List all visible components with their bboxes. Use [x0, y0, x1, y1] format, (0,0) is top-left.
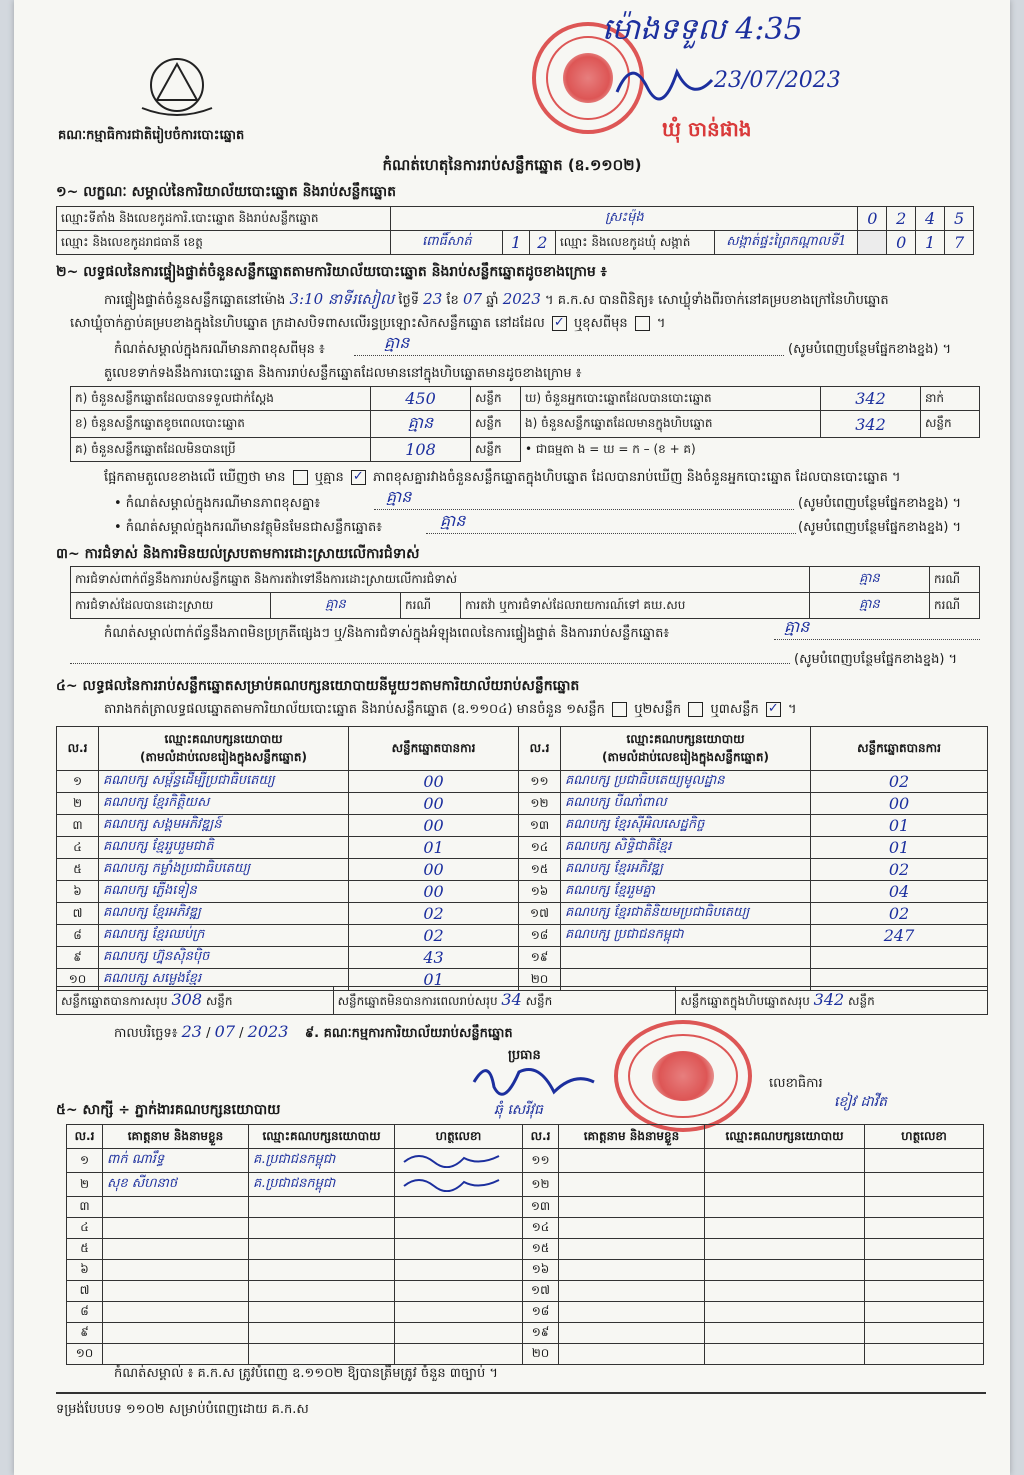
party-results-table [56, 726, 988, 991]
objections-label: ការជំទាស់ពាក់ព័ន្ធនឹងការរាប់សន្លឹកឆ្នោត និងការតវ៉ាទៅនឹងការដោះស្រាយលើការជំទាស់ [71, 567, 810, 593]
witness-no: ១៧ [523, 1281, 559, 1302]
difference-note-value: គ្មាន [384, 333, 410, 352]
party-votes: 02 [349, 925, 519, 947]
party-no: ២ [57, 793, 99, 815]
witness-signature [395, 1149, 523, 1173]
witness-signature [395, 1173, 523, 1197]
witness-name: ពាក់ ណារឹទ្ធ [103, 1149, 249, 1173]
witness-signature [865, 1260, 984, 1281]
section-1-title: ១~ លក្ខណៈ សម្គាល់នៃការិយាល័យបោះឆ្នោត និងរាប់សន្លឹកឆ្នោត [56, 184, 396, 200]
col-header-no: ល.រ [519, 727, 561, 771]
signature-scribble [399, 1150, 509, 1168]
witness-no: ១៨ [523, 1302, 559, 1323]
party-name: គណបក្ស សម្លេងខ្មែរ [99, 969, 349, 991]
witness-signature [865, 1218, 984, 1239]
table-row [67, 1173, 984, 1197]
witness-name [103, 1344, 249, 1365]
witness-signature [865, 1344, 984, 1365]
foreign-object-line [426, 518, 796, 534]
witness-name [559, 1239, 705, 1260]
witness-no: ២០ [523, 1344, 559, 1365]
nec-logo [132, 50, 222, 120]
province-label: ឈ្មោះ និងលេខកូដរាជធានី ខេត្ត [57, 231, 391, 255]
witness-signature [395, 1281, 523, 1302]
party-name: គណបក្ស ប្រជាជនកម្ពុជា [561, 925, 811, 947]
table-row [57, 793, 988, 815]
code-digit: 4 [916, 207, 945, 231]
difference-note-label: កំណត់សម្គាល់ក្នុងករណីមានភាពខុសពីមុន ៖ [114, 342, 325, 357]
section-3-title: ៣~ ការជំទាស់ និងការមិនយល់ស្របតាមការដោះស្រាយលើការជំទាស់ [56, 546, 420, 562]
col-header-signature: ហត្ថលេខា [395, 1125, 523, 1149]
unit: សន្លឹក [471, 387, 521, 411]
party-name: គណបក្ស ប្រជាធិបតេយ្យមូលដ្ឋាន [561, 771, 811, 793]
party-votes: 00 [349, 793, 519, 815]
valid-total: សន្លឹកឆ្នោតបានការសរុប 308 សន្លឹក [57, 987, 334, 1015]
table-row [57, 771, 988, 793]
party-name: គណបក្ស ខ្មែរអភិវឌ្ឍ [99, 903, 349, 925]
col-header-party: ឈ្មោះគណបក្សនយោបាយ (តាមលំដាប់លេខរៀងក្នុងសន្លឹកឆ្នោត) [561, 727, 811, 771]
party-votes: 00 [349, 815, 519, 837]
date-line: កាលបរិច្ឆេទ៖ 23 / 07 / 2023 ៩. គណៈកម្មការការិយាល័យរាប់សន្លឹកឆ្នោត [114, 1022, 513, 1041]
witness-no: ១៤ [523, 1218, 559, 1239]
witness-party: គ.ប្រជាជនកម្ពុជា [249, 1173, 395, 1197]
witness-name [559, 1323, 705, 1344]
witness-signature [395, 1197, 523, 1218]
verification-line: ការផ្ទៀងផ្ទាត់ចំនួនសន្លឹកឆ្នោតនៅម៉ោង 3:10 នាទីរសៀល ថ្ងៃទី 23 ខែ 07 ឆ្នាំ 2023 ។ គ.ក.ស បានពិនិត្យ៖ សោឃ្លុំទាំងពីរចាក់នៅគម្របខាងក្រៅនៃហិបឆ្នោត [104, 290, 889, 308]
party-name: គណបក្ស សង្គមអភិវឌ្ឍន៍ [99, 815, 349, 837]
col-header-name: គោត្តនាម និងនាមខ្លួន [559, 1125, 705, 1149]
witness-no: ១១ [523, 1149, 559, 1173]
witness-signature [865, 1302, 984, 1323]
party-no: ១៤ [519, 837, 561, 859]
witness-party [705, 1344, 865, 1365]
witness-no: ៥ [67, 1239, 103, 1260]
voters-value: 342 [821, 387, 921, 411]
party-no: ១១ [519, 771, 561, 793]
witness-footnote: កំណត់សម្គាល់ ៖ គ.ក.ស ត្រូវបំពេញ ឧ.១១០២ ឱ្យបានត្រឹមត្រូវ ចំនួន ៣ច្បាប់ ។ [114, 1366, 498, 1381]
objections-value: គ្មាន [810, 567, 930, 593]
party-name: គណបក្ស ខ្មែរជាតិនិយមប្រជាធិបតេយ្យ [561, 903, 811, 925]
witness-no: ១៣ [523, 1197, 559, 1218]
party-name: គណបក្ស ហ្វ៊ុនស៊ិនប៉ិច [99, 947, 349, 969]
verification-month: 07 [462, 290, 483, 308]
table-row [67, 1239, 984, 1260]
code-digit: 5 [945, 207, 974, 231]
objections-table [70, 566, 980, 619]
section-4-title: ៤~ លទ្ធផលនៃការរាប់សន្លឹកឆ្នោតសម្រាប់គណបក្សនយោបាយនីមួយៗតាមការិយាល័យរាប់សន្លឹកឆ្នោត [56, 678, 580, 694]
witness-no: ៦ [67, 1260, 103, 1281]
witness-name [103, 1260, 249, 1281]
party-votes: 01 [349, 837, 519, 859]
voters-label: ឃ) ចំនួនអ្នកបោះឆ្នោតដែលបានបោះឆ្នោត [521, 387, 821, 411]
three-sheets-checkbox[interactable]: ✓ [766, 702, 781, 717]
party-votes: 02 [349, 903, 519, 925]
witness-signature [865, 1197, 984, 1218]
unused-ballots-label: គ) ចំនួនសន្លឹកឆ្នោតដែលមិនបានប្រើ [71, 438, 371, 462]
witness-party [705, 1239, 865, 1260]
discrepancy-note-value: គ្មាន [386, 487, 412, 506]
section-2-title: ២~ លទ្ធផលនៃការផ្ទៀងផ្ទាត់ចំនួនសន្លឹកឆ្នោតតាមការិយាល័យបោះឆ្នោត និងរាប់សន្លឹកឆ្នោតដូចខាងក្រោម ៖ [56, 264, 607, 280]
stamp-date: 23/07/2023 [714, 68, 841, 93]
verification-year: 2023 [502, 290, 541, 308]
party-name: គណបក្ស ភ្លើងទៀន [99, 881, 349, 903]
verification-time: 3:10 នាទីរសៀល [289, 290, 395, 308]
table-row [67, 1323, 984, 1344]
party-name: គណបក្ស ខ្មែររួមគ្នា [561, 881, 811, 903]
party-votes: 02 [811, 771, 988, 793]
witness-name [103, 1281, 249, 1302]
commission-name: គណៈកម្មាធិការជាតិរៀបចំការបោះឆ្នោត [58, 128, 245, 143]
party-no: ១៨ [519, 925, 561, 947]
unit: ករណី [930, 593, 980, 619]
witness-no: ៣ [67, 1197, 103, 1218]
secretary-label: លេខាធិការ [769, 1076, 823, 1091]
seal-condition-line: សោឃ្លុំចាក់ភ្ជាប់គម្របខាងក្នុងនៃហិបឆ្នោត ក្រដាសបិទពាសលើរន្ធប្រឡោះសិកសន្លឹកឆ្នោត នៅដដែល ✓ ឬខុសពីមុន ។ [70, 315, 666, 331]
unit: សន្លឹក [471, 411, 521, 438]
party-votes: 04 [811, 881, 988, 903]
box-ballots-label: ង) ចំនួនសន្លឹកឆ្នោតដែលមានក្នុងហិបឆ្នោត [521, 411, 821, 438]
discrepancy-note-label: • កំណត់សម្គាល់ក្នុងករណីមានភាពខុសគ្នា៖ [114, 496, 321, 511]
difference-note-line [354, 340, 784, 356]
table-row [67, 1218, 984, 1239]
witness-name [559, 1218, 705, 1239]
figures-subtitle: តួលេខទាក់ទងនឹងការបោះឆ្នោត និងការរាប់សន្លឹកឆ្នោតដែលមាននៅក្នុងហិបឆ្នោតមានដូចខាងក្រោម ៖ [104, 366, 582, 381]
commune-badge: ឃុំ ចាន់ផាង [662, 117, 752, 141]
witness-party [249, 1218, 395, 1239]
witness-party [705, 1302, 865, 1323]
witness-name [559, 1173, 705, 1197]
witness-signature [395, 1218, 523, 1239]
table-row [57, 903, 988, 925]
witness-no: ៤ [67, 1218, 103, 1239]
fill-more-note: (សូមបំពេញបន្ថែមផ្នែកខាងខ្នង) ។ [798, 496, 962, 511]
form-footer: ទម្រង់បែបបទ ១១០២ សម្រាប់បំពេញដោយ គ.ក.ស [56, 1402, 309, 1417]
table-row [57, 881, 988, 903]
witness-no: ៨ [67, 1302, 103, 1323]
province-code-digit: 2 [529, 231, 555, 255]
witness-signature [395, 1344, 523, 1365]
commune-code-digit: 0 [887, 231, 916, 255]
party-no: ៣ [57, 815, 99, 837]
party-name: គណបក្ស ខ្មែររួបរួមជាតិ [99, 837, 349, 859]
witness-party [705, 1197, 865, 1218]
witness-no: ១៦ [523, 1260, 559, 1281]
party-no: ៤ [57, 837, 99, 859]
witness-signature [395, 1260, 523, 1281]
table-row [67, 1302, 984, 1323]
unit: សន្លឹក [921, 411, 980, 438]
spoiled-ballots-value: គ្មាន [371, 411, 471, 438]
commune-code-digit: 7 [945, 231, 974, 255]
party-votes: 00 [349, 881, 519, 903]
witness-signature [865, 1173, 984, 1197]
witness-name [559, 1344, 705, 1365]
table-row [57, 815, 988, 837]
witness-party [705, 1281, 865, 1302]
party-name: គណបក្ស ខ្មែរកិត្តិយស [99, 793, 349, 815]
party-no: ៧ [57, 903, 99, 925]
witness-name [103, 1323, 249, 1344]
received-ballots-label: ក) ចំនួនសន្លឹកឆ្នោតដែលបានទទួលជាក់ស្តែង [71, 387, 371, 411]
unused-ballots-value: 108 [371, 438, 471, 462]
commune-code-digit: 1 [916, 231, 945, 255]
party-votes [811, 947, 988, 969]
witness-no: ៧ [67, 1281, 103, 1302]
table-row [67, 1260, 984, 1281]
signature-scribble [399, 1174, 509, 1192]
party-name: គណបក្ស សម្ព័ន្ធដើម្បីប្រជាធិបតេយ្យ [99, 771, 349, 793]
unit: ករណី [401, 593, 461, 619]
unit: នាក់ [921, 387, 980, 411]
witness-party [249, 1344, 395, 1365]
invalid-total: សន្លឹកឆ្នោតមិនបានការពេលរាប់សរុប 34 សន្លឹក [333, 987, 676, 1015]
col-header-party: ឈ្មោះគណបក្សនយោបាយ (តាមលំដាប់លេខរៀងក្នុងសន្លឹកឆ្នោត) [99, 727, 349, 771]
party-name [561, 947, 811, 969]
party-no: ១៥ [519, 859, 561, 881]
witness-party [705, 1323, 865, 1344]
resolved-value: គ្មាន [271, 593, 401, 619]
witness-party [249, 1281, 395, 1302]
party-votes: 43 [349, 947, 519, 969]
party-name: គណបក្ស សិទ្ធិជាតិខ្មែរ [561, 837, 811, 859]
box-total: សន្លឹកឆ្នោតក្នុងហិបឆ្នោតសរុប 342 សន្លឹក [676, 987, 988, 1015]
no-discrepancy-checkbox[interactable]: ✓ [351, 470, 366, 485]
location-table [56, 206, 974, 255]
party-votes: 00 [349, 859, 519, 881]
received-time-note: ម៉ោងទទួល 4:35 [602, 12, 803, 47]
location-value: ស្រះម៉ុង [391, 207, 858, 231]
witness-name [559, 1302, 705, 1323]
party-votes: 02 [811, 903, 988, 925]
party-votes: 00 [349, 771, 519, 793]
party-votes: 00 [811, 793, 988, 815]
col-header-party: ឈ្មោះគណបក្សនយោបាយ [249, 1125, 395, 1149]
col-header-name: គោត្តនាម និងនាមខ្លួន [103, 1125, 249, 1149]
party-no: ២០ [519, 969, 561, 991]
witness-name [559, 1149, 705, 1173]
verification-day: 23 [423, 290, 443, 308]
witness-name [559, 1197, 705, 1218]
witness-table [66, 1124, 984, 1365]
resolved-label: ការជំទាស់ដែលបានដោះស្រាយ [71, 593, 271, 619]
party-name: គណបក្ស ខ្មែរអភិវឌ្ឍ [561, 859, 811, 881]
witness-signature [395, 1302, 523, 1323]
col-header-no: ល.រ [57, 727, 99, 771]
fill-more-note: (សូមបំពេញបន្ថែមផ្នែកខាងខ្នង) ។ [788, 342, 952, 357]
table-row [67, 1281, 984, 1302]
witness-party [249, 1260, 395, 1281]
table-row [57, 947, 988, 969]
commune-value: សង្កាត់ផ្ទះព្រៃកណ្តាលទី1 [715, 231, 858, 255]
party-no: ១០ [57, 969, 99, 991]
party-no: ៩ [57, 947, 99, 969]
commune-label: ឈ្មោះ និងលេខកូដឃុំ សង្កាត់ [555, 231, 714, 255]
col-header-no: ល.រ [67, 1125, 103, 1149]
foreign-object-label: • កំណត់សម្គាល់ក្នុងករណីមានវត្ថុមិនមែនជាសន្លឹកឆ្នោត៖ [114, 520, 382, 535]
signature-top [612, 52, 722, 112]
irregularities-line-2 [70, 648, 790, 664]
witness-no: ១ [67, 1149, 103, 1173]
two-sheets-checkbox[interactable] [688, 702, 703, 717]
party-votes: 247 [811, 925, 988, 947]
party-no: ៥ [57, 859, 99, 881]
foreign-object-value: គ្មាន [440, 511, 466, 530]
witness-no: ១០ [67, 1344, 103, 1365]
party-no: ៨ [57, 925, 99, 947]
irregularities-label: កំណត់សម្គាល់ពាក់ព័ន្ធនឹងភាពមិនប្រក្រតីផ្សេងៗ ឬ/និងការជំទាស់ក្នុងអំឡុងពេលនៃការផ្ទៀងផ្ទាត់ និងការរាប់សន្លឹកឆ្នោត៖ [104, 626, 670, 641]
discrepancy-line: ផ្អែកតាមតួលេខខាងលើ ឃើញថា មាន ឬគ្មាន ✓ ភាពខុសគ្នារវាងចំនួនសន្លឹកឆ្នោតក្នុងហិបឆ្នោត ដែលបានរាប់ឃើញ និងចំនួនអ្នកបោះឆ្នោត ដែលបានបោះឆ្នោត ។ [104, 469, 901, 485]
party-name: គណបក្ស ខ្មែរស៊ីអិលសេដ្ឋកិច្ច [561, 815, 811, 837]
blank-cell [858, 231, 887, 255]
party-no: ៦ [57, 881, 99, 903]
received-ballots-value: 450 [371, 387, 471, 411]
party-name: គណបក្ស កម្លាំងប្រជាធិបតេយ្យ [99, 859, 349, 881]
party-name: គណបក្ស ខ្មែរឈប់ក្រ [99, 925, 349, 947]
witness-signature [395, 1239, 523, 1260]
witness-name [103, 1239, 249, 1260]
box-ballots-value: 342 [821, 411, 921, 438]
appeals-value: គ្មាន [810, 593, 930, 619]
party-no: ១៩ [519, 947, 561, 969]
secretary-name: ខៀវ ដាវីត [834, 1094, 888, 1110]
witness-party [249, 1302, 395, 1323]
witness-name [559, 1281, 705, 1302]
province-code-digit: 1 [503, 231, 529, 255]
party-votes: 01 [349, 969, 519, 991]
results-sheet-count-line: តារាងកត់ត្រាលទ្ធផលឆ្នោតតាមការិយាល័យបោះឆ្នោត និងរាប់សន្លឹកឆ្នោត (ឧ.១១០៤) មានចំនួន ១សន្លឹក ឬ២សន្លឹក ឬ៣សន្លឹក ✓ ។ [104, 701, 797, 717]
witness-name [103, 1197, 249, 1218]
witness-no: ១២ [523, 1173, 559, 1197]
witness-name [103, 1218, 249, 1239]
unit: សន្លឹក [471, 438, 521, 462]
witness-party: គ.ប្រជាជនកម្ពុជា [249, 1149, 395, 1173]
different-checkbox[interactable] [635, 316, 650, 331]
witness-name [559, 1260, 705, 1281]
footer-divider [56, 1392, 986, 1394]
witness-signature [865, 1239, 984, 1260]
witness-party [705, 1260, 865, 1281]
col-header-no: ល.រ [523, 1125, 559, 1149]
irregularities-value: គ្មាន [784, 617, 810, 636]
ballot-figures-table [70, 386, 980, 462]
table-row [57, 925, 988, 947]
official-stamp-bottom [614, 1020, 752, 1132]
witness-signature [865, 1149, 984, 1173]
party-no: ១ [57, 771, 99, 793]
discrepancy-note-line [374, 494, 794, 510]
party-no: ១៦ [519, 881, 561, 903]
party-votes: 01 [811, 815, 988, 837]
chair-label: ប្រធាន [508, 1048, 541, 1063]
table-row [57, 859, 988, 881]
party-votes: 02 [811, 859, 988, 881]
witness-signature [395, 1323, 523, 1344]
location-label: ឈ្មោះទីតាំង និងលេខកូដការិ.បោះឆ្នោត និងរាប់សន្លឹកឆ្នោត [57, 207, 391, 231]
witness-name: សុខ សីហនាថ [103, 1173, 249, 1197]
witness-no: ១៥ [523, 1239, 559, 1260]
witness-signature [865, 1281, 984, 1302]
unit: ករណី [930, 567, 980, 593]
table-row [67, 1149, 984, 1173]
formula-note: • ជាធម្មតា ង = ឃ = ក – (ខ + គ) [525, 441, 696, 456]
spoiled-ballots-label: ខ) ចំនួនសន្លឹកឆ្នោតខូចពេលបោះឆ្នោត [71, 411, 371, 438]
table-row [57, 837, 988, 859]
witness-no: ២ [67, 1173, 103, 1197]
code-digit: 2 [887, 207, 916, 231]
col-header-votes: សន្លឹកឆ្នោតបានការ [349, 727, 519, 771]
witness-party [249, 1323, 395, 1344]
section-5-title: ៥~ សាក្សី ÷ ភ្នាក់ងារគណបក្សនយោបាយ [56, 1102, 281, 1118]
form-title: កំណត់ហេតុនៃការរាប់សន្លឹកឆ្នោត (ឧ.១១០២) [382, 156, 642, 174]
witness-party [705, 1173, 865, 1197]
document-page [14, 0, 1010, 1475]
province-value: ពោធិ៍សាត់ [391, 231, 503, 255]
party-no: ១៧ [519, 903, 561, 925]
witness-party [249, 1239, 395, 1260]
totals-table [56, 986, 988, 1015]
fill-more-note: (សូមបំពេញបន្ថែមផ្នែកខាងខ្នង) ។ [798, 520, 962, 535]
fill-more-note: (សូមបំពេញបន្ថែមផ្នែកខាងខ្នង) ។ [794, 652, 958, 667]
col-header-signature: ហត្ថលេខា [865, 1125, 984, 1149]
party-no: ១២ [519, 793, 561, 815]
witness-party [249, 1197, 395, 1218]
has-discrepancy-checkbox[interactable] [293, 470, 308, 485]
col-header-party: ឈ្មោះគណបក្សនយោបាយ [705, 1125, 865, 1149]
party-votes: 01 [811, 837, 988, 859]
col-header-votes: សន្លឹកឆ្នោតបានការ [811, 727, 988, 771]
party-name: គណបក្ស បីណាំពាល [561, 793, 811, 815]
code-digit: 0 [858, 207, 887, 231]
same-checkbox[interactable]: ✓ [552, 316, 567, 331]
witness-party [705, 1218, 865, 1239]
table-row [67, 1344, 984, 1365]
witness-no: ១៩ [523, 1323, 559, 1344]
table-row [67, 1197, 984, 1218]
appeals-label: ការតវ៉ា ឬការជំទាស់ដែលរាយការណ៍ទៅ គឃ.សប [461, 593, 810, 619]
party-no: ១៣ [519, 815, 561, 837]
one-sheet-checkbox[interactable] [612, 702, 627, 717]
witness-signature [865, 1323, 984, 1344]
witness-name [103, 1302, 249, 1323]
witness-no: ៩ [67, 1323, 103, 1344]
witness-party [705, 1149, 865, 1173]
chair-name: ឆុំ សេរីវុធ [494, 1102, 543, 1118]
